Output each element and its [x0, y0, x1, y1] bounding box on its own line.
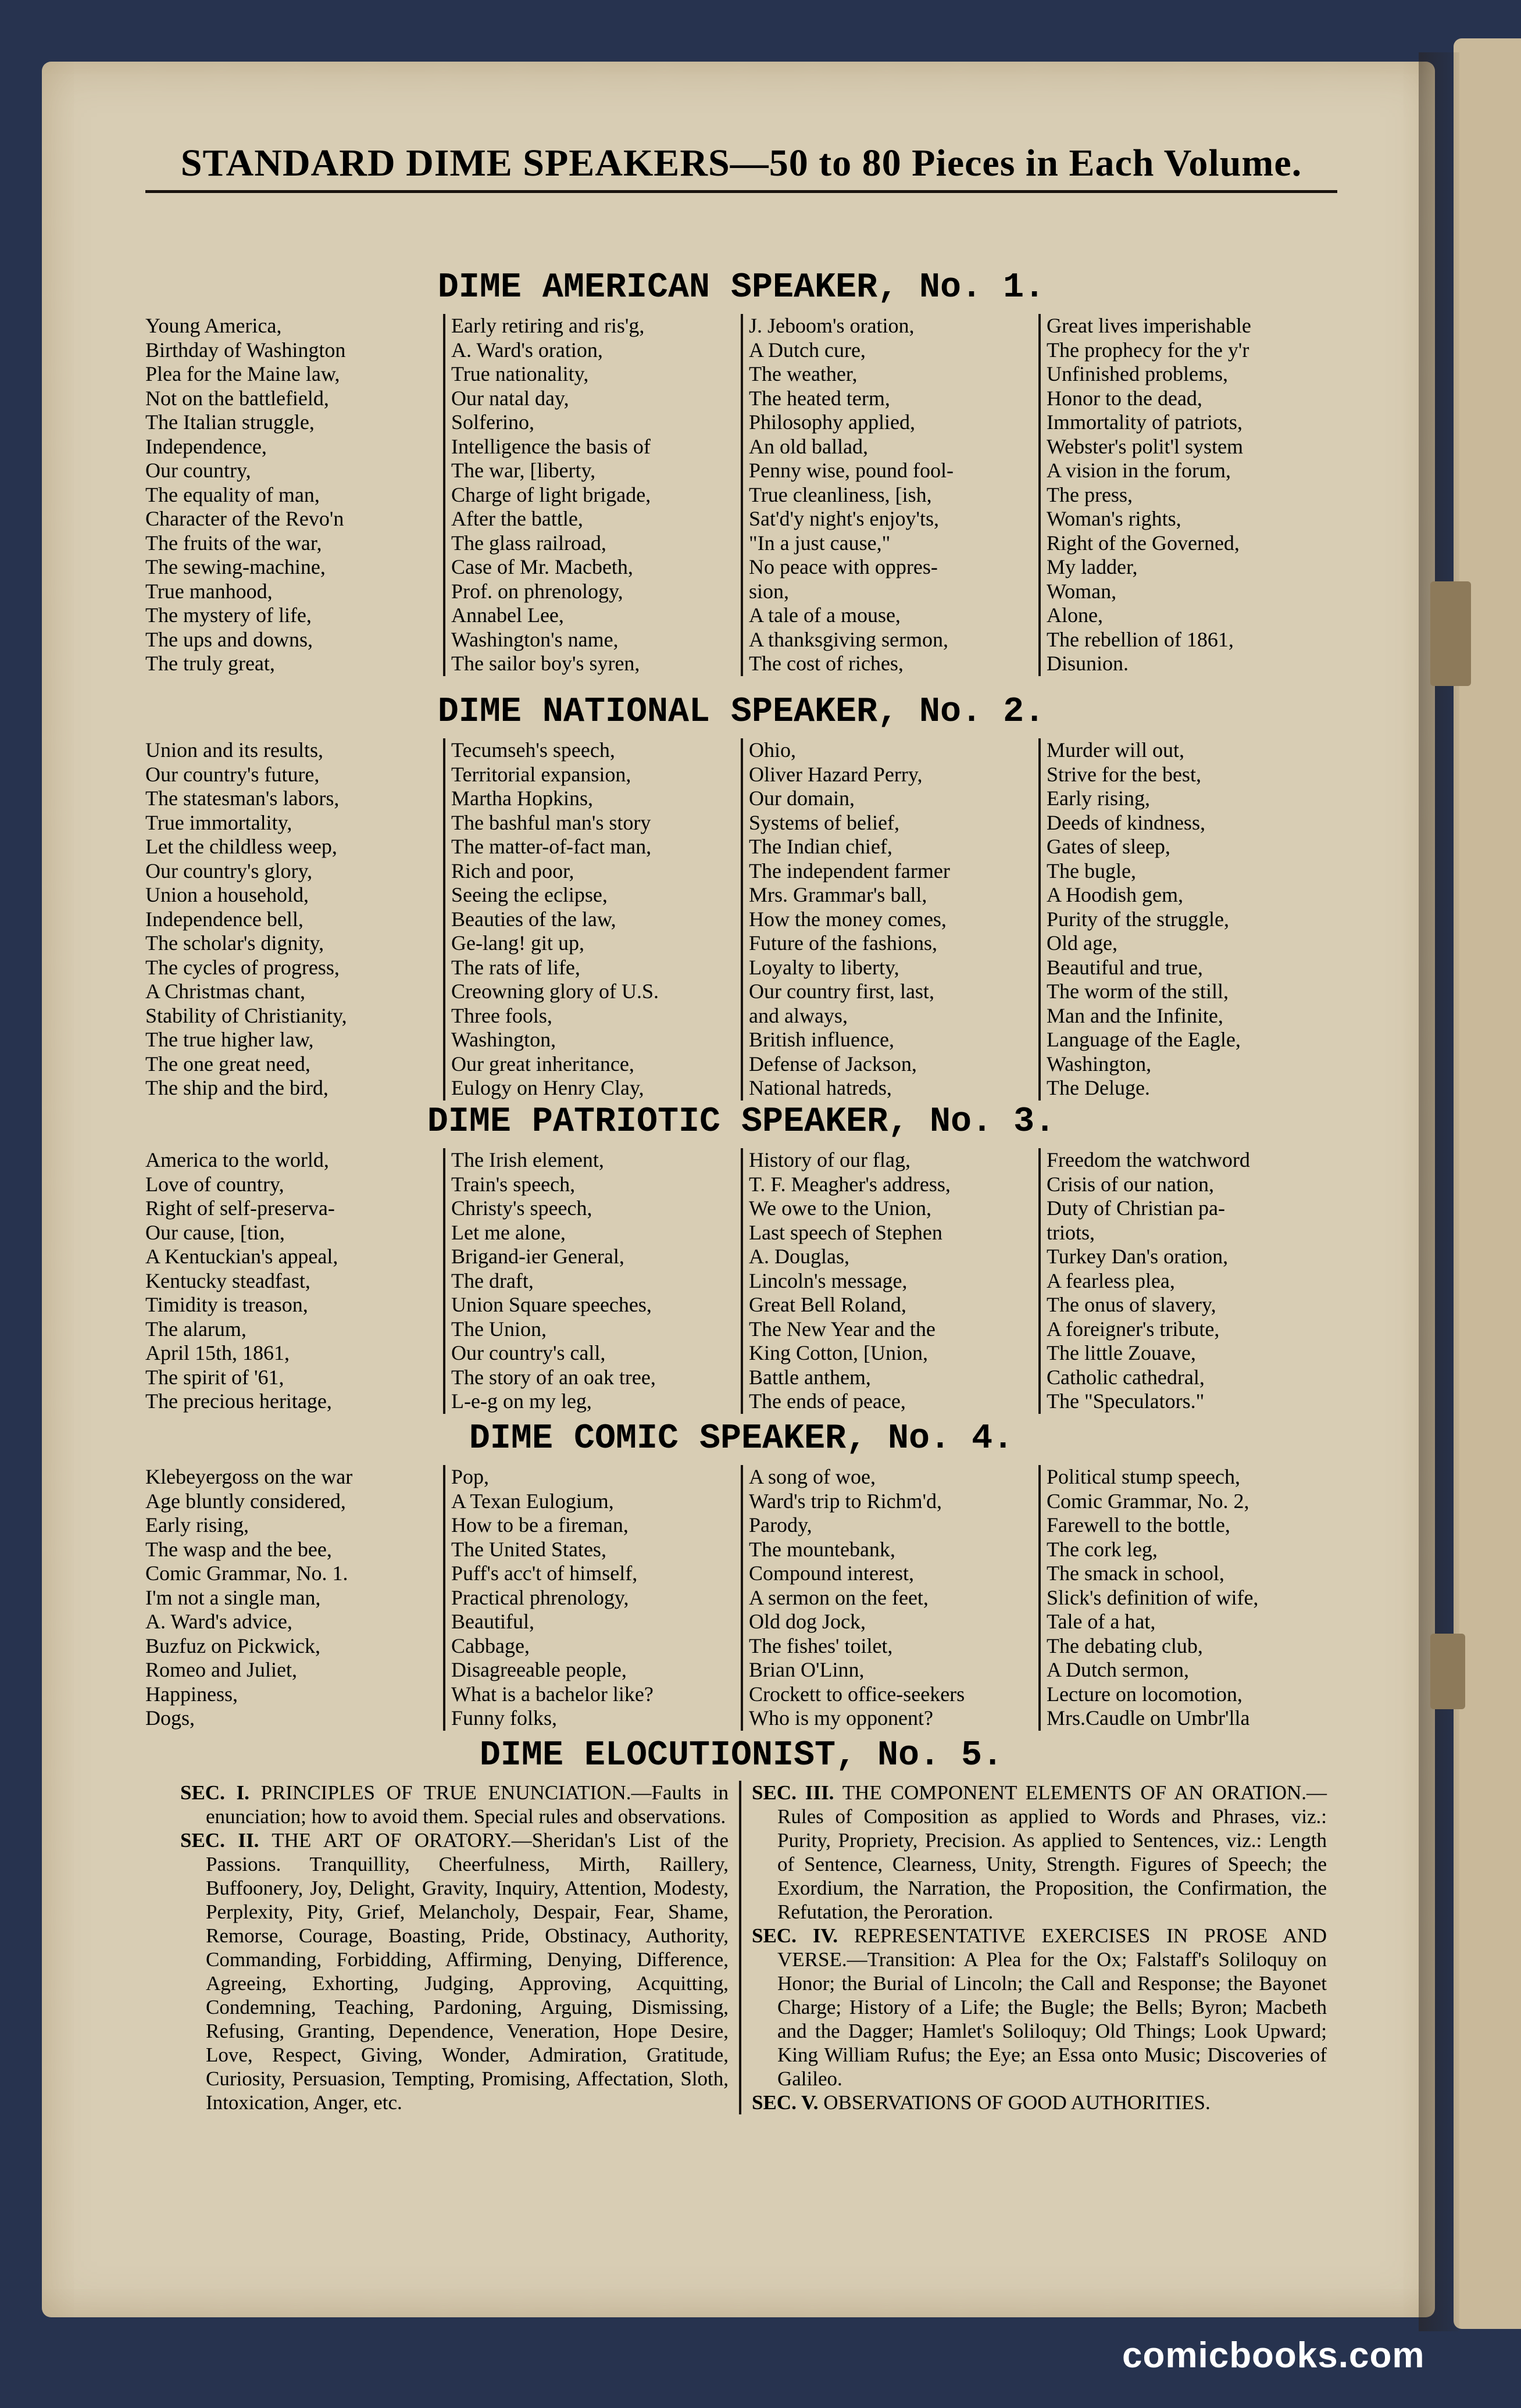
title-column: [741, 738, 1038, 1101]
title-entry: Woman,: [1047, 579, 1117, 603]
next-page-edge: [1454, 38, 1521, 2329]
title-entry: Buzfuz on Pickwick,: [145, 1634, 320, 1657]
title-entry: Brigand-ier General,: [451, 1245, 624, 1268]
title-entry: British influence,: [749, 1028, 894, 1051]
title-entry: Our country's glory,: [145, 859, 313, 883]
title-entry: A sermon on the feet,: [749, 1585, 929, 1609]
title-entry: The cost of riches,: [749, 652, 904, 675]
title-entry: The ship and the bird,: [145, 1076, 329, 1099]
title-entry: Woman's rights,: [1047, 507, 1181, 530]
title-entry: The Irish element,: [451, 1148, 604, 1171]
title-entry: Mrs.Caudle on Umbr'lla: [1047, 1706, 1250, 1730]
title-entry: Puff's acc't of himself,: [451, 1562, 638, 1585]
title-entry: My ladder,: [1047, 555, 1138, 578]
title-entry: The ends of peace,: [749, 1389, 906, 1413]
title-entry: Last speech of Stephen: [749, 1220, 942, 1244]
title-entry: Rich and poor,: [451, 859, 574, 883]
title-entry: Immortality of patriots,: [1047, 410, 1242, 434]
title-entry: Union a household,: [145, 883, 309, 906]
title-entry: National hatreds,: [749, 1076, 892, 1099]
title-entry: The prophecy for the y'r: [1047, 338, 1249, 362]
section-title-patriotic-speaker: DIME PATRIOTIC SPEAKER, No. 3.: [427, 1102, 1056, 1142]
section-list-national-speaker: [145, 738, 1337, 1101]
title-entry: Philosophy applied,: [749, 410, 915, 434]
title-entry: What is a bachelor like?: [451, 1682, 654, 1706]
title-entry: A Dutch cure,: [749, 338, 866, 362]
elocutionist-section: [752, 1924, 1327, 2091]
title-entry: The worm of the still,: [1047, 980, 1229, 1003]
title-entry: Political stump speech,: [1047, 1465, 1240, 1488]
title-entry: Practical phrenology,: [451, 1585, 629, 1609]
title-entry: Our great inheritance,: [451, 1052, 634, 1076]
title-entry: Duty of Christian pa-: [1047, 1196, 1225, 1220]
title-entry: An old ballad,: [749, 434, 868, 458]
title-entry: The Deluge.: [1047, 1076, 1150, 1099]
title-entry: Love of country,: [145, 1172, 284, 1196]
title-entry: Union Square speeches,: [451, 1293, 652, 1316]
elocutionist-left-column: [145, 1781, 741, 2114]
title-entry: The ups and downs,: [145, 627, 313, 651]
title-entry: Right of the Governed,: [1047, 531, 1240, 555]
title-entry: Penny wise, pound fool-: [749, 459, 954, 482]
title-entry: Future of the fashions,: [749, 931, 937, 955]
title-entry: Strive for the best,: [1047, 762, 1201, 786]
title-entry: Right of self-preserva-: [145, 1196, 335, 1220]
title-entry: Alone,: [1047, 603, 1103, 627]
title-entry: Compound interest,: [749, 1562, 914, 1585]
title-entry: Our cause, [tion,: [145, 1220, 285, 1244]
title-column: [741, 1148, 1038, 1414]
title-entry: The fruits of the war,: [145, 531, 322, 555]
title-entry: The onus of slavery,: [1047, 1293, 1216, 1316]
title-entry: The Italian struggle,: [145, 410, 315, 434]
title-entry: The independent farmer: [749, 859, 950, 883]
title-entry: Romeo and Juliet,: [145, 1658, 297, 1681]
section-text: PRINCIPLES OF TRUE ENUNCIATION.—Faults in enunciation; how to avoid them. Special rules and observations.: [206, 1781, 729, 1828]
title-column: [145, 1465, 443, 1731]
title-column: [443, 1465, 741, 1731]
title-entry: Defense of Jackson,: [749, 1052, 917, 1076]
title-entry: Webster's polit'l system: [1047, 434, 1244, 458]
title-entry: The statesman's labors,: [145, 787, 340, 810]
title-entry: Purity of the struggle,: [1047, 907, 1229, 931]
title-entry: A vision in the forum,: [1047, 459, 1231, 482]
title-entry: The wasp and the bee,: [145, 1537, 332, 1561]
title-entry: The United States,: [451, 1537, 606, 1561]
title-entry: The one great need,: [145, 1052, 310, 1076]
section-label: SEC. III.: [752, 1781, 834, 1804]
title-entry: Freedom the watchword: [1047, 1148, 1250, 1171]
title-entry: Deeds of kindness,: [1047, 810, 1205, 834]
title-entry: The matter-of-fact man,: [451, 835, 652, 858]
title-entry: Intelligence the basis of: [451, 434, 651, 458]
section-title-american-speaker: DIME AMERICAN SPEAKER, No. 1.: [437, 268, 1045, 308]
title-entry: sion,: [749, 579, 790, 603]
title-entry: Disunion.: [1047, 652, 1129, 675]
title-entry: Catholic cathedral,: [1047, 1365, 1205, 1389]
title-entry: The equality of man,: [145, 483, 320, 506]
title-entry: Annabel Lee,: [451, 603, 564, 627]
binding-gutter: [1419, 52, 1459, 2331]
title-entry: A Texan Eulogium,: [451, 1489, 614, 1513]
title-entry: Mrs. Grammar's ball,: [749, 883, 927, 906]
section-text: THE COMPONENT ELEMENTS OF AN ORATION.—Rules of Composition as applied to Words and Phrases, viz.: Purity, Propriety, Precision. As applied to Sentences, viz.: Length of Sentence, Clearness, Unity, Strength. Figures of Speech; the Exordium, the Narration, the Proposition, the Confirmation, the Refutation, the Peroration.: [777, 1781, 1327, 1923]
title-entry: Great lives imperishable: [1047, 314, 1251, 337]
title-entry: A Dutch sermon,: [1047, 1658, 1189, 1681]
title-entry: The scholar's dignity,: [145, 931, 324, 955]
title-entry: Character of the Revo'n: [145, 507, 344, 530]
title-entry: Seeing the eclipse,: [451, 883, 608, 906]
title-entry: Independence bell,: [145, 907, 304, 931]
title-entry: Our country's future,: [145, 762, 320, 786]
title-entry: Our country,: [145, 459, 251, 482]
title-entry: History of our flag,: [749, 1148, 911, 1171]
title-column: [443, 314, 741, 676]
title-entry: Charge of light brigade,: [451, 483, 651, 506]
title-entry: Age bluntly considered,: [145, 1489, 346, 1513]
title-entry: How to be a fireman,: [451, 1513, 629, 1537]
title-entry: Washington's name,: [451, 627, 619, 651]
section-list-patriotic-speaker: [145, 1148, 1337, 1414]
title-entry: Great Bell Roland,: [749, 1293, 906, 1316]
title-entry: Old age,: [1047, 931, 1117, 955]
title-entry: triots,: [1047, 1220, 1095, 1244]
title-column: [145, 1148, 443, 1414]
title-entry: Case of Mr. Macbeth,: [451, 555, 633, 578]
title-entry: Brian O'Linn,: [749, 1658, 865, 1681]
title-entry: Comic Grammar, No. 2,: [1047, 1489, 1249, 1513]
title-entry: The cork leg,: [1047, 1537, 1158, 1561]
title-entry: Battle anthem,: [749, 1365, 871, 1389]
title-entry: The press,: [1047, 483, 1133, 506]
title-entry: Ge-lang! git up,: [451, 931, 584, 955]
title-entry: A Kentuckian's appeal,: [145, 1245, 338, 1268]
title-entry: A song of woe,: [749, 1465, 876, 1488]
title-entry: Early rising,: [1047, 787, 1150, 810]
title-entry: Murder will out,: [1047, 738, 1184, 762]
title-entry: Loyalty to liberty,: [749, 955, 899, 979]
title-entry: Honor to the dead,: [1047, 386, 1202, 410]
elocutionist-section: [752, 1781, 1327, 1924]
section-list-american-speaker: [145, 314, 1337, 676]
title-entry: We owe to the Union,: [749, 1196, 932, 1220]
title-entry: "In a just cause,": [749, 531, 891, 555]
title-entry: The debating club,: [1047, 1634, 1203, 1657]
section-label: SEC. IV.: [752, 1924, 838, 1947]
title-entry: How the money comes,: [749, 907, 947, 931]
title-entry: Who is my opponent?: [749, 1706, 933, 1730]
title-entry: Cabbage,: [451, 1634, 530, 1657]
section-title-comic-speaker: DIME COMIC SPEAKER, No. 4.: [469, 1419, 1014, 1459]
title-entry: The Indian chief,: [749, 835, 892, 858]
title-entry: Birthday of Washington: [145, 338, 346, 362]
title-entry: The bugle,: [1047, 859, 1136, 883]
title-entry: King Cotton, [Union,: [749, 1341, 929, 1364]
title-entry: Early rising,: [145, 1513, 249, 1537]
title-entry: L-e-g on my leg,: [451, 1389, 592, 1413]
title-entry: A Christmas chant,: [145, 980, 305, 1003]
title-entry: Tecumseh's speech,: [451, 738, 615, 762]
title-entry: Prof. on phrenology,: [451, 579, 623, 603]
title-entry: A thanksgiving sermon,: [749, 627, 948, 651]
elocutionist-right-column: [741, 1781, 1337, 2114]
title-entry: True manhood,: [145, 579, 273, 603]
title-entry: Let me alone,: [451, 1220, 566, 1244]
title-entry: The bashful man's story: [451, 810, 651, 834]
title-entry: Parody,: [749, 1513, 812, 1537]
title-entry: Unfinished problems,: [1047, 362, 1228, 385]
title-entry: No peace with oppres-: [749, 555, 938, 578]
section-label: SEC. II.: [180, 1829, 259, 1852]
title-entry: The sewing-machine,: [145, 555, 326, 578]
title-entry: Our natal day,: [451, 386, 569, 410]
title-column: [145, 738, 443, 1101]
title-entry: Stability of Christianity,: [145, 1003, 347, 1027]
title-entry: T. F. Meagher's address,: [749, 1172, 951, 1196]
title-entry: The story of an oak tree,: [451, 1365, 656, 1389]
title-column: [1038, 738, 1336, 1101]
title-entry: Beautiful,: [451, 1610, 534, 1633]
section-text: OBSERVATIONS OF GOOD AUTHORITIES.: [823, 2091, 1211, 2114]
title-entry: Slick's definition of wife,: [1047, 1585, 1259, 1609]
title-entry: Let the childless weep,: [145, 835, 337, 858]
title-entry: The mystery of life,: [145, 603, 312, 627]
title-entry: The weather,: [749, 362, 858, 385]
title-entry: Happiness,: [145, 1682, 238, 1706]
title-entry: The truly great,: [145, 652, 275, 675]
title-entry: Language of the Eagle,: [1047, 1028, 1241, 1051]
title-entry: Solferino,: [451, 410, 534, 434]
title-entry: True immortality,: [145, 810, 292, 834]
title-entry: Crockett to office-seekers: [749, 1682, 965, 1706]
title-entry: Man and the Infinite,: [1047, 1003, 1223, 1027]
title-entry: Ward's trip to Richm'd,: [749, 1489, 942, 1513]
title-entry: Crisis of our nation,: [1047, 1172, 1214, 1196]
title-entry: A foreigner's tribute,: [1047, 1317, 1220, 1341]
title-entry: Independence,: [145, 434, 267, 458]
section-label: SEC. V.: [752, 2091, 819, 2114]
title-entry: Young America,: [145, 314, 282, 337]
title-entry: Beautiful and true,: [1047, 955, 1203, 979]
title-entry: April 15th, 1861,: [145, 1341, 290, 1364]
title-entry: The draft,: [451, 1269, 534, 1292]
title-entry: Tale of a hat,: [1047, 1610, 1156, 1633]
section-text: THE ART OF ORATORY.—Sheridan's List of the Passions. Tranquillity, Cheerfulness, Mirth, Raillery, Buffoonery, Joy, Delight, Gravity, Inquiry, Attention, Modesty, Perplexity, Pity, Grief, Melancholy, Despair, Fear, Shame, Remorse, Courage, Boasting, Pride, Obstinacy, Authority, Commanding, Forbidding, Affirming, Denying, Difference, Agreeing, Exhorting, Judging, Approving, Acquitting, Condemning, Teaching, Pardoning, Arguing, Dismissing, Refusing, Granting, Dependence, Veneration, Hope Desire, Love, Respect, Giving, Wonder, Admiration, Gratitude, Curiosity, Persuasion, Tempting, Promising, Affectation, Sloth, Intoxication, Anger, etc.: [206, 1829, 729, 2114]
title-entry: Klebeyergoss on the war: [145, 1465, 353, 1488]
title-entry: The true higher law,: [145, 1028, 314, 1051]
title-entry: Lincoln's message,: [749, 1269, 908, 1292]
title-entry: The spirit of '61,: [145, 1365, 284, 1389]
title-entry: Sat'd'y night's enjoy'ts,: [749, 507, 939, 530]
title-entry: Not on the battlefield,: [145, 386, 329, 410]
section-list-comic-speaker: [145, 1465, 1337, 1731]
title-entry: The New Year and the: [749, 1317, 936, 1341]
title-entry: A. Douglas,: [749, 1245, 849, 1268]
page-heading: STANDARD DIME SPEAKERS—50 to 80 Pieces in Each Volume.: [145, 137, 1337, 193]
title-column: [1038, 1465, 1336, 1731]
title-entry: Timidity is treason,: [145, 1293, 308, 1316]
title-entry: Territorial expansion,: [451, 762, 631, 786]
title-entry: Washington,: [451, 1028, 556, 1051]
title-entry: and always,: [749, 1003, 848, 1027]
title-entry: The mountebank,: [749, 1537, 895, 1561]
title-column: [1038, 314, 1336, 676]
title-entry: Comic Grammar, No. 1.: [145, 1562, 348, 1585]
section-title-elocutionist: DIME ELOCUTIONIST, No. 5.: [479, 1736, 1004, 1775]
title-entry: Farewell to the bottle,: [1047, 1513, 1230, 1537]
title-entry: America to the world,: [145, 1148, 329, 1171]
section-text: REPRESENTATIVE EXERCISES IN PROSE AND VERSE.—Transition: A Plea for the Ox; Falstaff's Soliloquy on Honor; the Burial of Lincoln; the Call and Response; the Bayonet Charge; History of a Life; the Bugle; the Bells; Byron; Macbeth and the Dagger; Hamlet's Soliloquy; Old Things; Look Upward; King William Rufus; the Eye; an Essa onto Music; Discoveries of Galileo.: [777, 1924, 1327, 2090]
title-entry: The sailor boy's syren,: [451, 652, 640, 675]
elocutionist-section: [180, 1781, 729, 1828]
title-column: [1038, 1148, 1336, 1414]
title-entry: Beauties of the law,: [451, 907, 616, 931]
title-entry: The fishes' toilet,: [749, 1634, 893, 1657]
title-entry: The war, [liberty,: [451, 459, 596, 482]
title-column: [145, 314, 443, 676]
binding-tape-lower: [1430, 1634, 1465, 1709]
section-title-national-speaker: DIME NATIONAL SPEAKER, No. 2.: [437, 692, 1045, 732]
title-entry: Ohio,: [749, 738, 796, 762]
elocutionist-section: [752, 2091, 1327, 2114]
title-entry: Martha Hopkins,: [451, 787, 593, 810]
site-watermark: comicbooks.com: [1122, 2335, 1425, 2375]
title-entry: The heated term,: [749, 386, 890, 410]
title-entry: Our domain,: [749, 787, 855, 810]
title-entry: The Union,: [451, 1317, 547, 1341]
title-entry: The precious heritage,: [145, 1389, 332, 1413]
title-entry: Disagreeable people,: [451, 1658, 627, 1681]
title-entry: Systems of belief,: [749, 810, 899, 834]
title-entry: The rats of life,: [451, 955, 580, 979]
title-entry: Three fools,: [451, 1003, 552, 1027]
title-entry: A Hoodish gem,: [1047, 883, 1184, 906]
title-entry: Union and its results,: [145, 738, 323, 762]
title-entry: Our country's call,: [451, 1341, 606, 1364]
title-entry: Lecture on locomotion,: [1047, 1682, 1242, 1706]
title-entry: I'm not a single man,: [145, 1585, 321, 1609]
title-entry: Kentucky steadfast,: [145, 1269, 310, 1292]
title-entry: The smack in school,: [1047, 1562, 1224, 1585]
binding-tape-upper: [1430, 581, 1471, 686]
title-entry: Dogs,: [145, 1706, 195, 1730]
title-entry: The cycles of progress,: [145, 955, 340, 979]
title-entry: True cleanliness, [ish,: [749, 483, 932, 506]
title-entry: The rebellion of 1861,: [1047, 627, 1234, 651]
title-entry: Creowning glory of U.S.: [451, 980, 659, 1003]
title-column: [741, 314, 1038, 676]
title-entry: The glass railroad,: [451, 531, 606, 555]
title-entry: A. Ward's advice,: [145, 1610, 292, 1633]
title-entry: A fearless plea,: [1047, 1269, 1175, 1292]
title-entry: Train's speech,: [451, 1172, 576, 1196]
title-entry: Old dog Jock,: [749, 1610, 866, 1633]
elocutionist-section: [180, 1828, 729, 2114]
title-entry: After the battle,: [451, 507, 583, 530]
title-entry: J. Jeboom's oration,: [749, 314, 915, 337]
title-entry: Eulogy on Henry Clay,: [451, 1076, 644, 1099]
title-entry: A tale of a mouse,: [749, 603, 901, 627]
elocutionist-contents: [145, 1781, 1337, 2114]
title-entry: Pop,: [451, 1465, 490, 1488]
title-entry: The alarum,: [145, 1317, 247, 1341]
title-entry: The "Speculators.": [1047, 1389, 1205, 1413]
title-entry: Funny folks,: [451, 1706, 558, 1730]
title-entry: Oliver Hazard Perry,: [749, 762, 923, 786]
title-column: [443, 738, 741, 1101]
title-entry: Christy's speech,: [451, 1196, 592, 1220]
title-entry: Plea for the Maine law,: [145, 362, 340, 385]
title-entry: Washington,: [1047, 1052, 1152, 1076]
title-entry: A. Ward's oration,: [451, 338, 603, 362]
title-entry: The little Zouave,: [1047, 1341, 1196, 1364]
title-entry: Early retiring and ris'g,: [451, 314, 645, 337]
title-entry: Gates of sleep,: [1047, 835, 1170, 858]
title-column: [443, 1148, 741, 1414]
title-entry: True nationality,: [451, 362, 589, 385]
title-entry: Turkey Dan's oration,: [1047, 1245, 1229, 1268]
title-column: [741, 1465, 1038, 1731]
title-entry: Our country first, last,: [749, 980, 934, 1003]
section-label: SEC. I.: [180, 1781, 249, 1804]
